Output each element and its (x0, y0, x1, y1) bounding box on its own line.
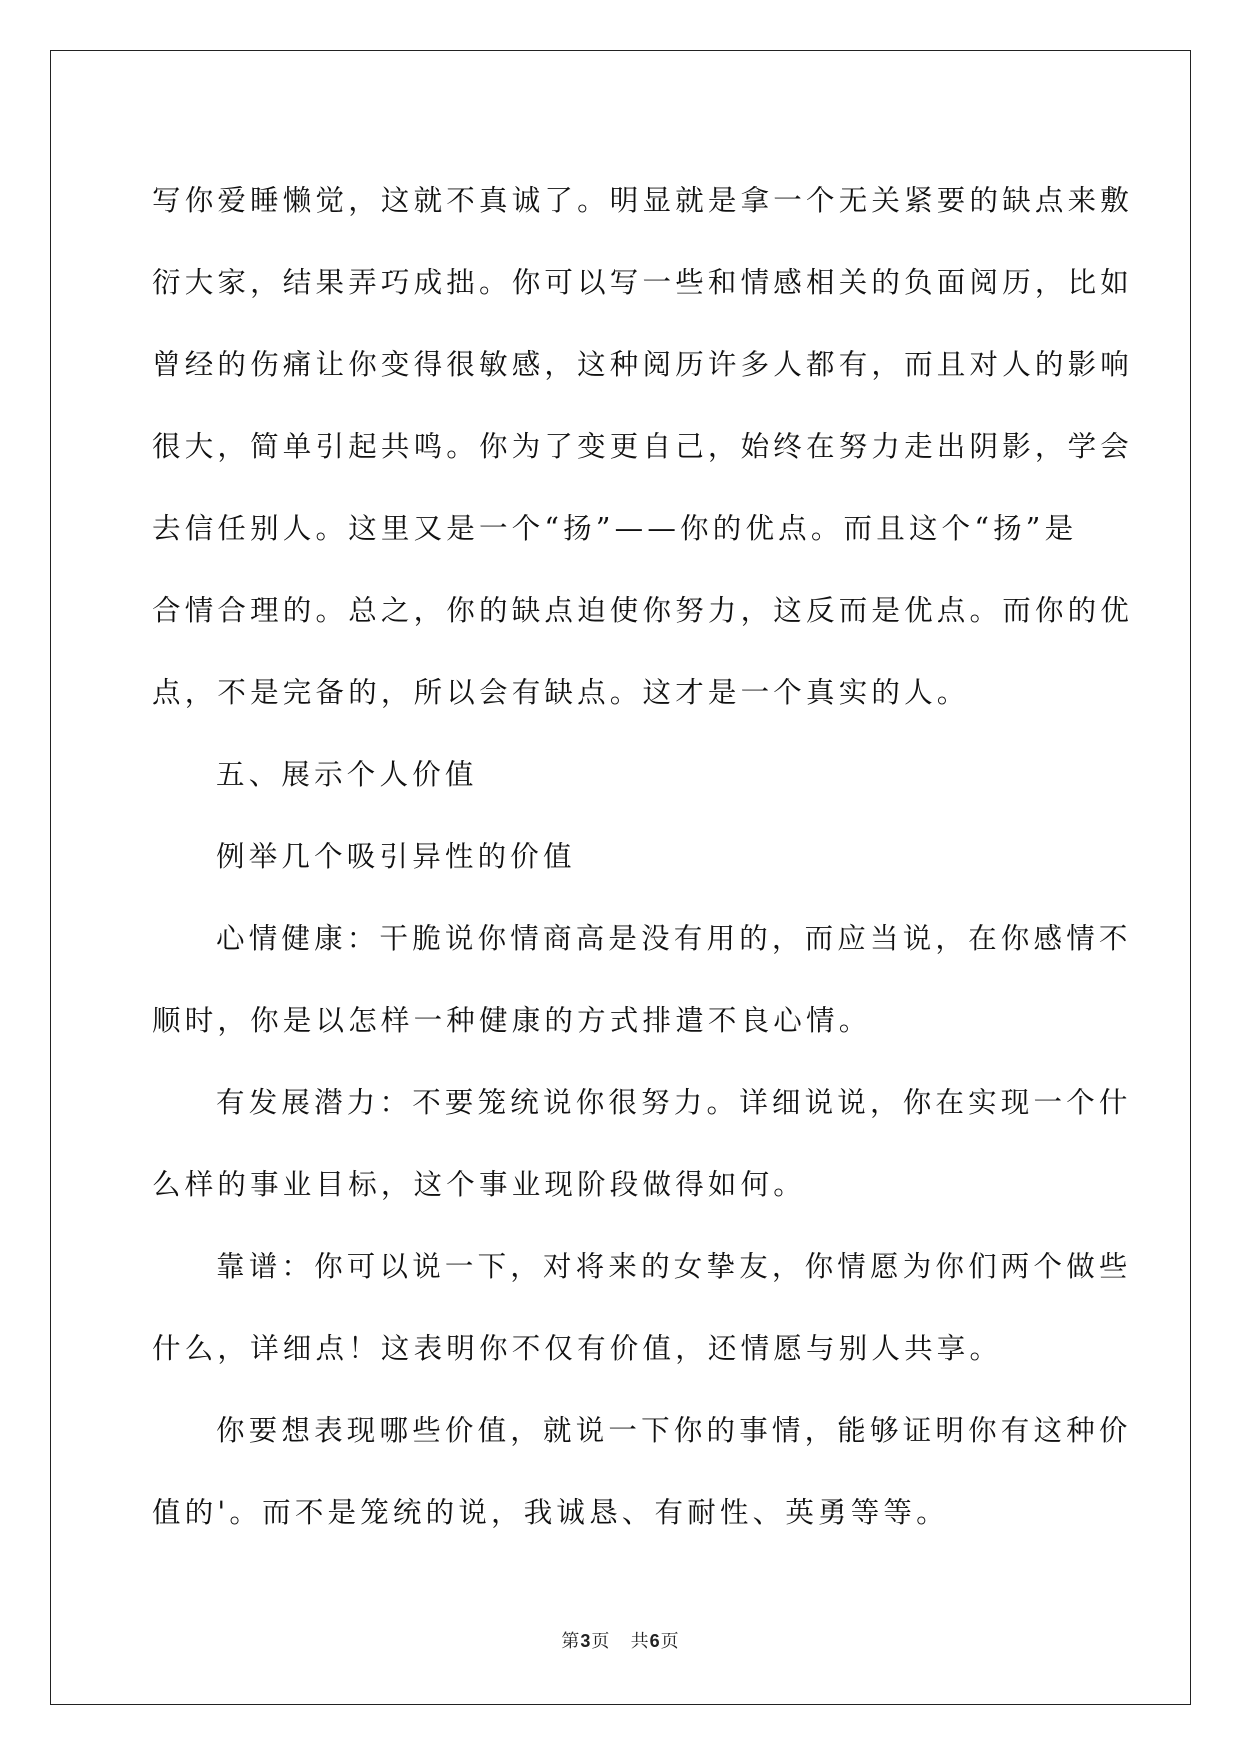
text-line: 什么，详细点！这表明你不仅有价值，还情愿与别人共享。 (152, 1332, 1003, 1365)
text-line: 点，不是完备的，所以会有缺点。这才是一个真实的人。 (152, 676, 970, 709)
section-heading (152, 734, 1092, 816)
text-line: 顺时，你是以怎样一种健康的方式排遣不良心情。 (152, 1004, 872, 1037)
text-line: 很大，简单引起共鸣。你为了变更自己，始终在努力走出阴影，学会 (152, 430, 1134, 463)
page-footer (0, 1627, 1241, 1653)
text-line: 合情合理的。总之，你的缺点迫使你努力，这反而是优点。而你的优 (152, 594, 1134, 627)
total-pages: 6 (649, 1631, 661, 1651)
text-line: 靠谱：你可以说一下，对将来的女挚友，你情愿为你们两个做些 (216, 1250, 1132, 1283)
total-prefix: 共 (630, 1631, 650, 1652)
page-suffix: 页 (591, 1631, 611, 1652)
paragraph (152, 160, 1134, 734)
paragraph (152, 816, 1092, 898)
text-line: 衍大家，结果弄巧成拙。你可以写一些和情感相关的负面阅历，比如 (152, 266, 1134, 299)
paragraph (152, 1062, 1132, 1226)
text-line: 么样的事业目标，这个事业现阶段做得如何。 (152, 1168, 807, 1201)
text-line: 去信任别人。这里又是一个“扬”——你的优点。而且这个“扬”是 (152, 512, 1078, 545)
text-line: 例举几个吸引异性的价值 (216, 840, 576, 873)
text-line: 曾经的伤痛让你变得很敏感，这种阅历许多人都有，而且对人的影响 (152, 348, 1134, 381)
text-line: 五、展示个人价值 (216, 758, 478, 791)
text-line: 心情健康：干脆说你情商高是没有用的，而应当说，在你感情不 (216, 922, 1132, 955)
text-line: 你要想表现哪些价值，就说一下你的事情，能够证明你有这种价 (216, 1414, 1132, 1447)
page-prefix: 第 (561, 1631, 581, 1652)
paragraph (152, 1390, 1132, 1554)
text-line: 写你爱睡懒觉，这就不真诚了。明显就是拿一个无关紧要的缺点来敷 (152, 184, 1134, 217)
document-body (152, 160, 1134, 1554)
text-line: 有发展潜力：不要笼统说你很努力。详细说说，你在实现一个什 (216, 1086, 1132, 1119)
page-number: 3 (580, 1631, 592, 1651)
text-line: 值的'。而不是笼统的说，我诚恳、有耐性、英勇等等。 (152, 1496, 949, 1529)
paragraph (152, 898, 1132, 1062)
total-suffix: 页 (660, 1631, 680, 1652)
paragraph (152, 1226, 1132, 1390)
